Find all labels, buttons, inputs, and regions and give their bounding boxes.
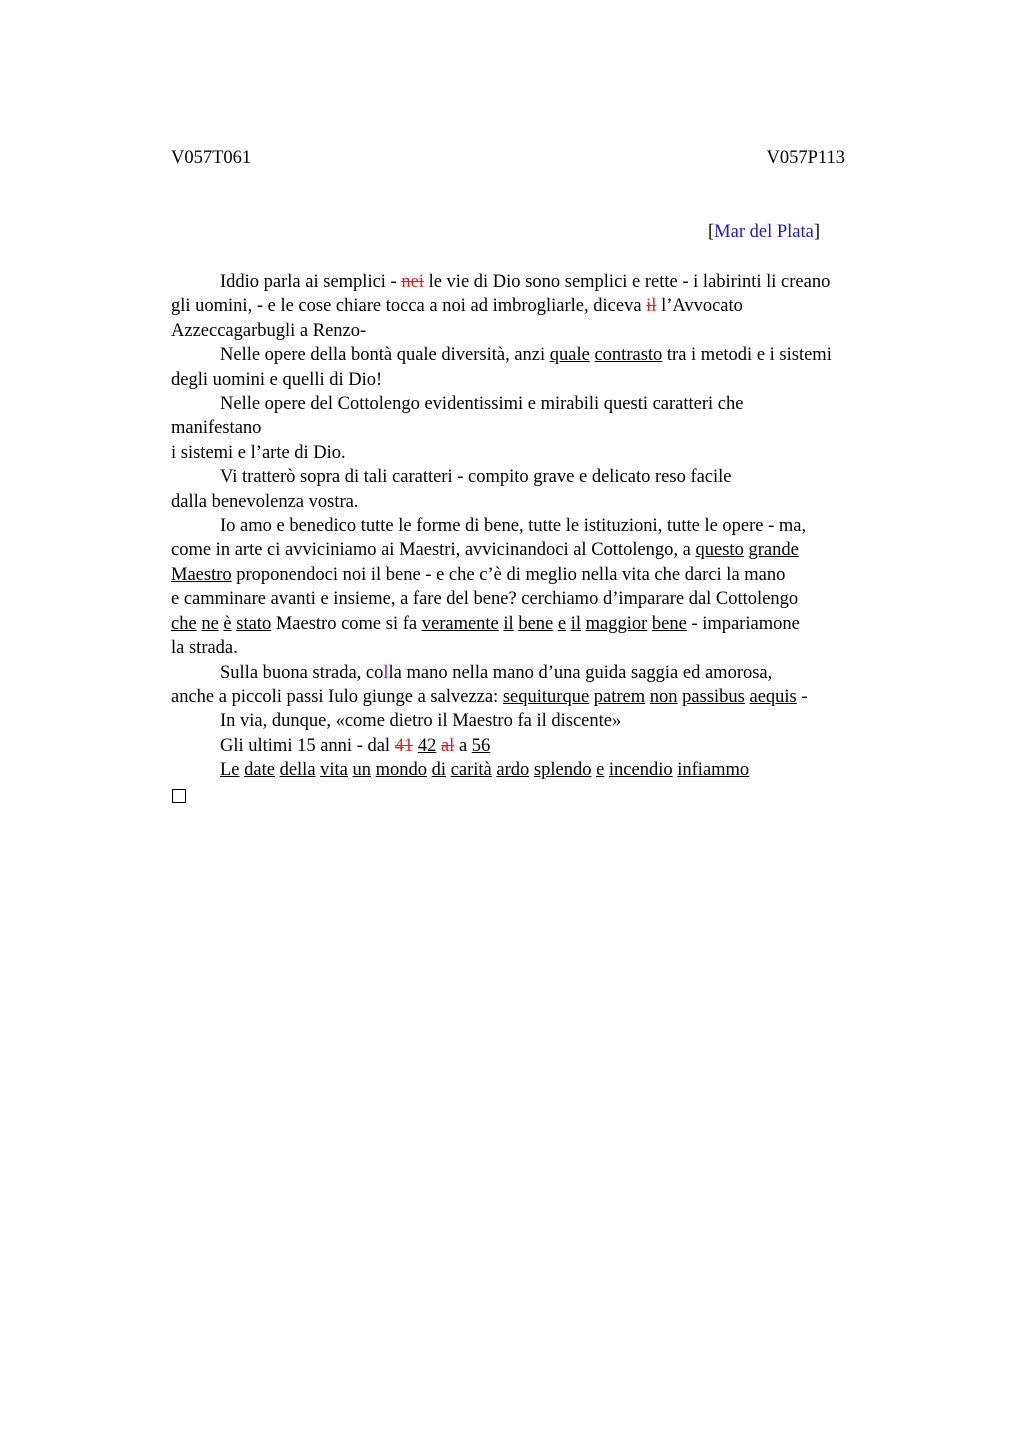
deleted-text: nei [401, 272, 424, 292]
text-span: Nelle opere della bontà quale diversità, anzi [220, 345, 550, 366]
underlined-word: ardo [496, 760, 530, 781]
text-span: proponendoci noi il bene - e che c’è di meglio nella vita che darci la mano [231, 564, 786, 585]
deleted-text: 41 [394, 735, 414, 756]
underlined-word: grande [748, 540, 799, 561]
underlined-word: infiammo [677, 760, 750, 781]
underlined-word: 56 [471, 735, 491, 756]
text-line: degli uomini e quelli di Dio! [171, 369, 383, 390]
underlined-word: di [431, 760, 447, 781]
underlined-word: maggior [585, 613, 648, 634]
underlined-word: carità [450, 760, 492, 781]
text-line: Io amo e benedico tutte le forme di bene, tutte le istituzioni, tutte le opere - ma, [220, 516, 807, 537]
underlined-word: e [596, 760, 605, 781]
text-line: Azzeccagarbugli a Renzo- [171, 320, 367, 341]
underlined-word: un [352, 760, 372, 781]
underlined-word: veramente [421, 613, 499, 634]
text-line [171, 734, 911, 758]
text-span: le vie di Dio sono semplici e rette - i labirinti li creano [423, 272, 831, 292]
underlined-word: vita [320, 760, 348, 781]
underlined-word: è [223, 613, 232, 634]
text-span: Sulla buona strada, co [220, 662, 384, 683]
text-line [171, 758, 911, 782]
underlined-word: non [649, 686, 678, 707]
text-line: Nelle opere del Cottolengo evidentissimi e mirabili questi caratteri che [220, 394, 744, 415]
text-span: Iddio parla ai semplici - [220, 272, 402, 292]
text-span: - [796, 686, 808, 707]
underlined-word: bene [518, 613, 554, 634]
underlined-word: aequis [749, 686, 797, 707]
text-span: a [454, 735, 472, 756]
underlined-word: questo [695, 540, 744, 561]
document-identifiers [171, 147, 845, 169]
underlined-word: sequiturque [502, 686, 590, 707]
place-name: Mar del Plata [714, 222, 814, 242]
text-span: come in arte ci avviciniamo ai Maestri, avvicinandoci al Cottolengo, a [171, 540, 696, 561]
text-line: la strada. [171, 638, 238, 659]
underlined-word: stato [236, 613, 272, 634]
text-line [171, 685, 911, 709]
text-line [171, 294, 911, 318]
inserted-letter: l [383, 662, 389, 683]
text-line: i sistemi e l’arte di Dio. [171, 442, 346, 463]
underlined-word: contrasto [594, 345, 663, 366]
text-span: gli uomini, - e le cose chiare tocca a noi ad imbrogliarle, diceva [171, 296, 647, 317]
text-line: e camminare avanti e insieme, a fare del bene? cerchiamo d’imparare dal Cottolengo [171, 589, 799, 610]
text-line [171, 270, 911, 294]
underlined-word: patrem [593, 686, 646, 707]
text-line [171, 661, 911, 685]
bracket-open: [ [708, 222, 715, 242]
underlined-word: bene [651, 613, 687, 634]
text-line: In via, dunque, «come dietro il Maestro fa il discente» [220, 711, 622, 732]
underlined-word: splendo [533, 760, 592, 781]
deleted-text: al [440, 735, 455, 756]
underlined-word: incendio [608, 760, 673, 781]
text-line: dalla benevolenza vostra. [171, 491, 359, 512]
document-body [171, 270, 911, 803]
underlined-word: ne [201, 613, 219, 634]
underlined-word: il [570, 613, 581, 634]
text-span: Gli ultimi 15 anni - dal [220, 735, 395, 756]
text-line [171, 563, 911, 587]
underlined-word: Maestro [171, 564, 232, 585]
underlined-word: mondo [375, 760, 428, 781]
text-span: la mano nella mano d’una guida saggia ed amorosa, [388, 662, 773, 683]
text-line [171, 612, 911, 636]
text-span: Maestro come si fa [271, 613, 422, 634]
document-id-right: V057P113 [766, 148, 845, 168]
bracket-close: ] [813, 222, 821, 242]
text-line [171, 343, 911, 367]
text-span: anche a piccoli passi Iulo giunge a salvezza: [171, 686, 503, 707]
document-id-left: V057T061 [171, 148, 252, 168]
place-annotation [708, 221, 820, 243]
underlined-word: che [171, 613, 197, 634]
underlined-word: della [279, 760, 316, 781]
underlined-word: date [244, 760, 275, 781]
underlined-word: il [503, 613, 514, 634]
empty-checkbox-icon [172, 789, 186, 803]
text-span: - impariamone [686, 613, 800, 634]
text-line: manifestano [171, 418, 262, 439]
text-line: Vi tratterò sopra di tali caratteri - compito grave e delicato reso facile [220, 467, 732, 488]
underlined-word: passibus [682, 686, 745, 707]
text-span: l’Avvocato [656, 296, 743, 317]
text-line [171, 538, 911, 562]
underlined-word: 42 [417, 735, 437, 756]
deleted-text: il [646, 296, 657, 317]
underlined-word: e [557, 613, 567, 634]
underlined-word: Le [220, 760, 240, 781]
text-span: tra i metodi e i sistemi [662, 345, 832, 366]
underlined-word: quale [549, 345, 590, 366]
